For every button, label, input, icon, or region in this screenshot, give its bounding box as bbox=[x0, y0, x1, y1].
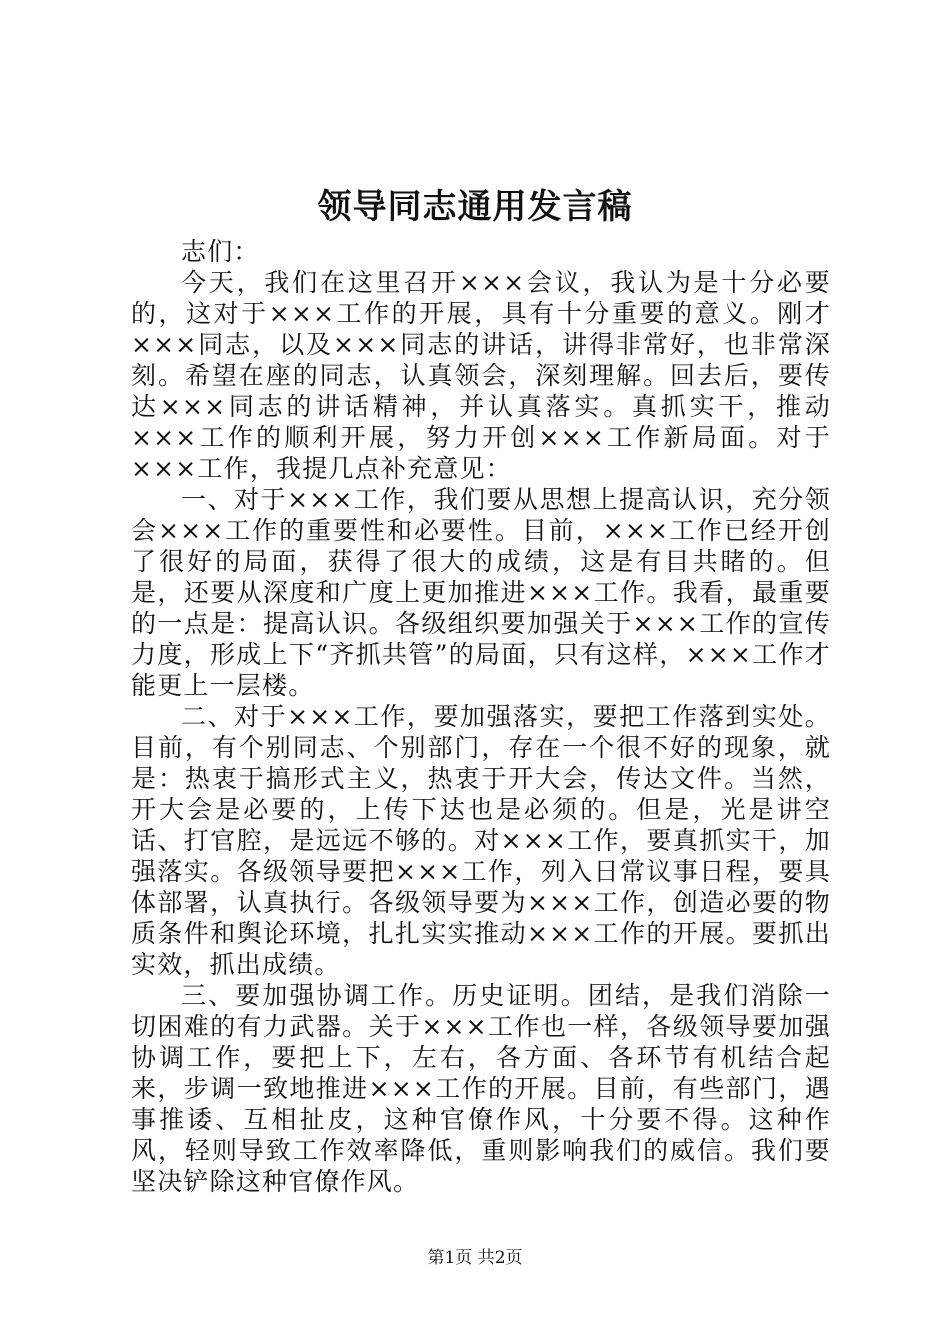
document-body bbox=[131, 236, 831, 1197]
paragraph-point-three: 三、要加强协调工作。历史证明。团结，是我们消除一切困难的有力武器。关于×××工作也一样，各级领导要加强协调工作，要把上下，左右，各方面、各环节有机结合起来，步调一致地推进×××工作的开展。目前，有些部门，遇事推诿、互相扯皮，这种官僚作风，十分要不得。这种作风，轻则导致工作效率降低，重则影响我们的威信。我们要坚决铲除这种官僚作风。 bbox=[131, 981, 831, 1196]
paragraph-intro: 今天，我们在这里召开×××会议，我认为是十分必要的，这对于×××工作的开展，具有十分重要的意义。刚才×××同志，以及×××同志的讲话，讲得非常好，也非常深刻。希望在座的同志，认真领会，深刻理解。回去后，要传达×××同志的讲话精神，并认真落实。真抓实干，推动×××工作的顺利开展，努力开创×××工作新局面。对于×××工作，我提几点补充意见： bbox=[131, 268, 831, 483]
paragraph-point-one: 一、对于×××工作，我们要从思想上提高认识，充分领会×××工作的重要性和必要性。目前，×××工作已经开创了很好的局面，获得了很大的成绩，这是有目共睹的。但是，还要从深度和广度上更加推进×××工作。我看，最重要的一点是：提高认识。各级组织要加强关于×××工作的宣传力度，形成上下“齐抓共管”的局面，只有这样，×××工作才能更上一层楼。 bbox=[131, 485, 831, 700]
page-number-footer: 第1页 共2页 bbox=[427, 1248, 523, 1268]
paragraph-point-two: 二、对于×××工作，要加强落实，要把工作落到实处。目前，有个别同志、个别部门，存在一个很不好的现象，就是：热衷于搞形式主义，热衷于开大会，传达文件。当然，开大会是必要的，上传下达也是必须的。但是，光是讲空话、打官腔，是远远不够的。对×××工作，要真抓实干，加强落实。各级领导要把×××工作，列入日常议事日程，要具体部署，认真执行。各级领导要为×××工作，创造必要的物质条件和舆论环境，扎扎实实推动×××工作的开展。要抓出实效，抓出成绩。 bbox=[131, 702, 831, 979]
salutation: 志们： bbox=[181, 237, 260, 266]
document-title: 领导同志通用发言稿 bbox=[317, 187, 633, 227]
